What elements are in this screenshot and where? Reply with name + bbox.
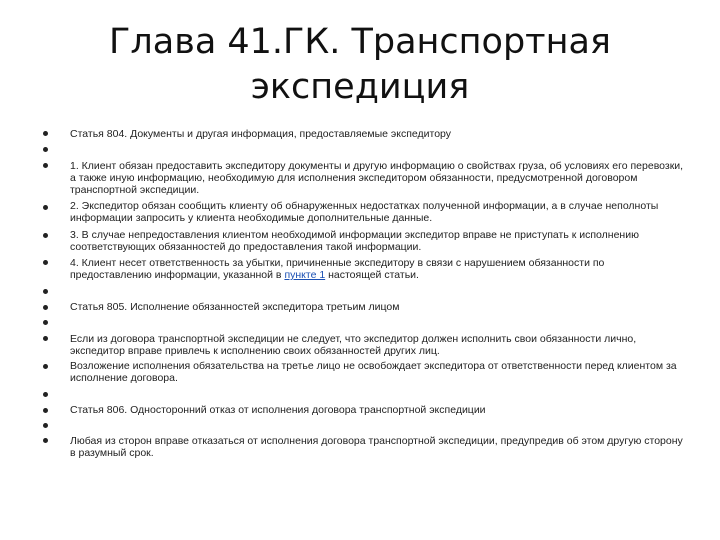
bullet-marker: [43, 408, 48, 413]
bullet-marker: [43, 320, 48, 325]
title-line-2: экспедиция: [250, 67, 470, 107]
title-line-1: Глава 41.ГК. Транспортная: [109, 22, 611, 62]
point-4-text-start: 4. Клиент несет ответственность за убытки, причиненные экспедитору в связи с нарушением обязанности по предоставлению информации, указанной в: [70, 257, 605, 281]
article-806-heading: Статья 806. Односторонний отказ от исполнения договора транспортной экспедиции: [70, 404, 486, 416]
point-4-text-end: настоящей статьи.: [325, 269, 419, 281]
article-804-point-3: 3. В случае непредоставления клиентом необходимой информации экспедитор вправе не приступать к исполнению соответствующих обязанностей до предоставления такой информации.: [70, 229, 639, 253]
bullet-marker: [43, 131, 48, 136]
bullet-marker: [43, 305, 48, 310]
article-804-heading: Статья 804. Документы и другая информация, предоставляемые экспедитору: [70, 128, 452, 140]
article-805-heading: Статья 805. Исполнение обязанностей экспедитора третьим лицом: [70, 301, 400, 313]
bullet-marker: [43, 364, 48, 369]
article-806-paragraph-1: Любая из сторон вправе отказаться от исполнения договора транспортной экспедиции, предупредив об этом другую сторону в разумный срок.: [70, 435, 683, 459]
article-804-point-1: 1. Клиент обязан предоставить экспедитору документы и другую информацию о свойствах груза, об условиях его перевозки, а также иную информацию, необходимую для исполнения экспедитором обязанности, предусмотренной договором транспортной экспедиции.: [70, 160, 684, 196]
article-804-point-4: [70, 257, 684, 281]
article-805-paragraph-1: Если из договора транспортной экспедиции не следует, что экспедитор должен исполнить свои обязанности лично, экспедитор вправе привлечь к исполнению своих обязанностей других лиц.: [70, 333, 637, 357]
bullet-marker: [43, 336, 48, 341]
bullet-marker: [43, 260, 48, 265]
bullet-marker: [43, 147, 48, 152]
bullet-marker: [43, 205, 48, 210]
bullet-marker: [43, 233, 48, 238]
point-1-link[interactable]: пункте 1: [284, 269, 326, 281]
bullet-marker: [43, 423, 48, 428]
article-804-point-2: 2. Экспедитор обязан сообщить клиенту об обнаруженных недостатках полученной информации, а в случае неполноты информации запросить у клиента необходимые дополнительные данные.: [70, 200, 659, 224]
bullet-marker: [43, 163, 48, 168]
article-805-paragraph-2: Возложение исполнения обязательства на третье лицо не освобождает экспедитора от ответственности перед клиентом за исполнение договора.: [70, 360, 677, 384]
bullet-marker: [43, 289, 48, 294]
bullet-marker: [43, 438, 48, 443]
bullet-marker: [43, 392, 48, 397]
